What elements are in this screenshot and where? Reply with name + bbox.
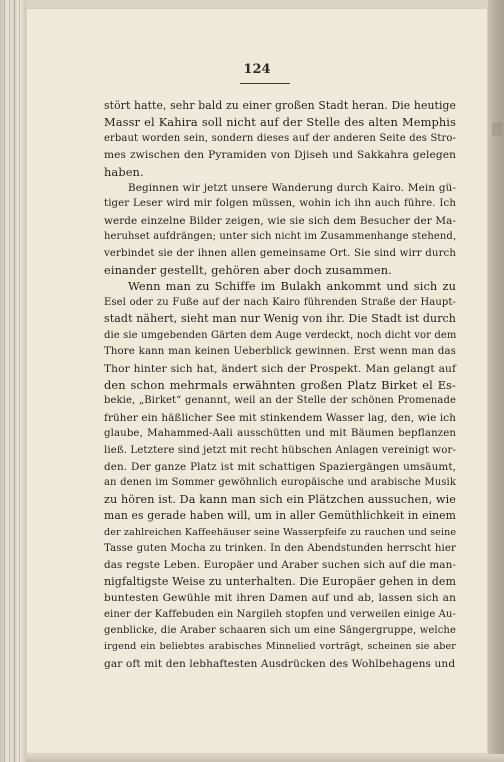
text-line: man es gerade haben will, um in aller Gemüthlichkeit in einem	[104, 509, 456, 523]
text-line: tiger Leser wird mir folgen müssen, wohin ich ihn auch führe. Ich	[104, 198, 456, 210]
page-bottom-edge	[26, 754, 504, 762]
text-line: gar oft mit den lebhaftesten Ausdrücken des Wohlbehagens und	[104, 657, 456, 670]
text-line: an denen im Sommer gewöhnlich europäische und arabische Musik	[104, 477, 456, 489]
text-line: den schon mehrmals erwähnten großen Platz Birket el Es-	[104, 377, 456, 392]
text-line: genblicke, die Araber schaaren sich um eine Sängergruppe, welche	[104, 625, 456, 636]
spine-edge-line	[4, 0, 5, 762]
header-rule	[240, 83, 290, 84]
text-line: nigfaltigste Weise zu unterhalten. Die Europäer gehen in dem	[104, 574, 456, 588]
text-line: Wenn man zu Schiffe im Bulakh ankommt und sich zu	[128, 279, 456, 294]
text-line: ließ. Letztere sind jetzt mit recht hübschen Anlagen vereinigt wor-	[104, 444, 456, 456]
text-line: einander gestellt, gehören aber doch zusammen.	[104, 263, 392, 278]
text-line: Massr el Kahira soll nicht auf der Stelle des alten Memphis	[104, 115, 456, 130]
text-line: haben.	[104, 164, 144, 179]
book-page	[26, 8, 488, 754]
text-line: Tasse guten Mocha zu trinken. In den Abendstunden herrscht hier	[104, 542, 456, 554]
text-line: den. Der ganze Platz ist mit schattigen Spaziergängen umsäumt,	[104, 460, 456, 473]
text-line: früher ein häßlicher See mit stinkendem Wasser lag, den, wie ich	[104, 411, 456, 424]
text-line: stadt nähert, sieht man nur Wenig von ihr. Die Stadt ist durch	[104, 312, 456, 326]
text-line: die sie umgebenden Gärten dem Auge verdeckt, noch dicht vor dem	[104, 329, 457, 341]
text-line: stört hatte, sehr bald zu einer großen Stadt heran. Die heutige	[104, 99, 456, 112]
book-spine	[0, 0, 26, 762]
page-edge-tab	[492, 122, 502, 136]
text-line: werde einzelne Bilder zeigen, wie sie sich dem Besucher der Ma-	[104, 214, 456, 227]
text-line: Thor hinter sich hat, ändert sich der Prospekt. Man gelangt auf	[104, 362, 456, 375]
text-line: verbindet sie der ihnen allen gemeinsame Ort. Sie sind wirr durch	[104, 247, 456, 259]
spine-edge-line	[14, 0, 15, 762]
text-line: zu hören ist. Da kann man sich ein Plätzchen aussuchen, wie	[104, 492, 456, 506]
text-line: mes zwischen den Pyramiden von Djiseh und Sakkahra gelegen	[104, 149, 456, 162]
spine-edge-line	[19, 0, 20, 762]
text-line: Beginnen wir jetzt unsere Wanderung durch Kairo. Mein gü-	[128, 182, 456, 195]
page-number: 124	[243, 62, 271, 77]
text-line: der zahlreichen Kaffeehäuser seine Wasserpfeife zu rauchen und seine	[104, 526, 457, 538]
text-line: irgend ein beliebtes arabisches Minnelied vorträgt, scheinen sie aber	[104, 641, 456, 653]
spine-edge-line	[9, 0, 10, 762]
text-line: bekie, „Birket“ genannt, weil an der Stelle der schönen Promenade	[104, 395, 456, 407]
body-text	[104, 98, 456, 672]
text-line: buntesten Gewühle mit ihren Damen auf und ab, lassen sich an	[104, 592, 456, 605]
page-stack-edge	[488, 0, 504, 762]
text-line: Thore kann man keinen Ueberblick gewinnen. Erst wenn man das	[104, 346, 456, 358]
text-line: einer der Kaffebuden ein Nargileh stopfen und verweilen einige Au-	[104, 608, 456, 620]
text-line: heruhset aufdrängen; unter sich nicht im Zusammenhange stehend,	[104, 231, 457, 243]
text-line: erbaut worden sein, sondern dieses auf der anderen Seite des Stro-	[104, 132, 456, 144]
text-line: Esel oder zu Fuße auf der nach Kairo führenden Straße der Haupt-	[104, 296, 456, 308]
text-line: das regste Leben. Europäer und Araber suchen sich auf die man-	[104, 559, 456, 572]
text-line: glaube, Mahammed-Aali ausschütten und mit Bäumen bepflanzen	[104, 428, 456, 440]
